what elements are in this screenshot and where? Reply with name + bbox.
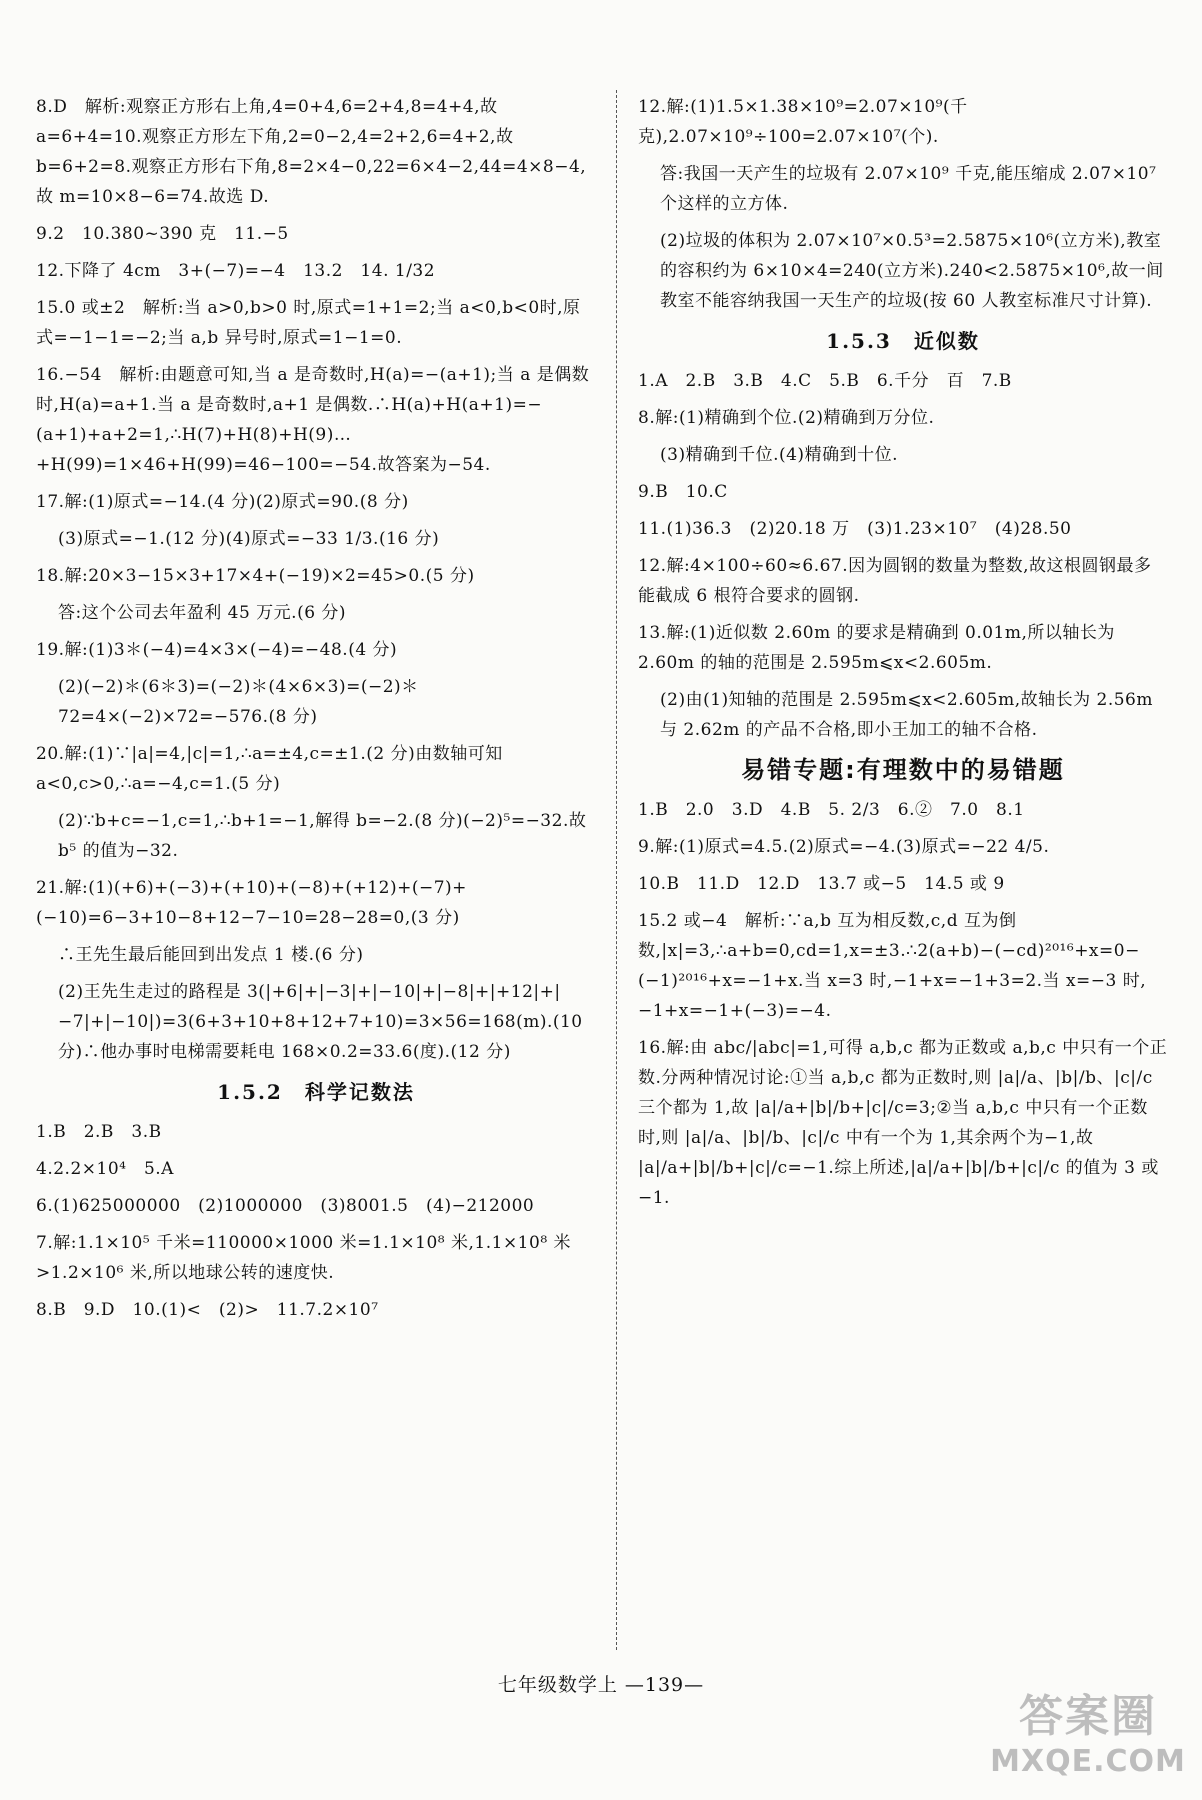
answer-21a: 21.解:(1)(+6)+(−3)+(+10)+(−8)+(+12)+(−7)+(−10)=6−3+10−8+12−7−10=28−28=0,(3 分) <box>36 878 467 928</box>
answer-err-16: 16.解:由 abc/|abc|=1,可得 a,b,c 都为正数或 a,b,c 中只有一个正数.分两种情况讨论:①当 a,b,c 都为正数时,则 |a|/a、|b|/b、|c|/c 三个都为 1,故 |a|/a+|b|/b+|c|/c=3;②当 a,b,c 中只有一个正数时,则 |a|/a、|b|/b、|c|/c 中有一个为 1,其余两个为−1,故 |a|/a+|b|/b+|c|/c=−1.综上所述,|a|/a+|b|/b+|c|/c 的值为 3 或−1. <box>638 1038 1168 1208</box>
answer-153-13a: 13.解:(1)近似数 2.60m 的要求是精确到 0.01m,所以轴长为 2.60m 的轴的范围是 2.595m⩽x<2.605m. <box>638 623 1115 673</box>
answer-err-1-8: 1.B 2.0 3.D 4.B 5. 2/3 6.② 7.0 8.1 <box>638 800 1025 820</box>
answer-17b: (3)原式=−1.(12 分)(4)原式=−33 1/3.(16 分) <box>58 529 440 549</box>
section-title-error-topic: 易错专题:有理数中的易错题 <box>741 756 1065 784</box>
answer-12-14: 12.下降了 4cm 3+(−7)=−4 13.2 14. 1/32 <box>36 261 436 281</box>
answer-153-1-7: 1.A 2.B 3.B 4.C 5.B 6.千分 百 7.B <box>638 371 1012 391</box>
answer-err-10-14: 10.B 11.D 12.D 13.7 或−5 14.5 或 9 <box>638 874 1005 894</box>
watermark-logo <box>988 1690 1188 1790</box>
answer-152-12b: (2)垃圾的体积为 2.07×10⁷×0.5³=2.5875×10⁶(立方米),教室的容积约为 6×10×4=240(立方米).240<2.5875×10⁶,故一间教室不能容纳我国一天生产的垃圾(按 60 人教室标准尺寸计算). <box>660 231 1164 311</box>
answer-17a: 17.解:(1)原式=−14.(4 分)(2)原式=90.(8 分) <box>36 492 409 512</box>
answer-19a: 19.解:(1)3＊(−4)=4×3×(−4)=−48.(4 分) <box>36 640 398 660</box>
answer-152-7: 7.解:1.1×10⁵ 千米=110000×1000 米=1.1×10⁸ 米,1.1×10⁸ 米>1.2×10⁶ 米,所以地球公转的速度快. <box>36 1233 572 1283</box>
answer-8: 8.D 解析:观察正方形右上角,4=0+4,6=2+4,8=4+4,故 a=6+4=10.观察正方形左下角,2=0−2,4=2+2,6=4+2,故 b=6+2=8.观察正方形右下角,8=2×4−0,22=6×4−2,44=4×8−4,故 m=10×8−6=74.故选 D. <box>36 97 587 207</box>
answer-152-12a: 12.解:(1)1.5×1.38×10⁹=2.07×10⁹(千克),2.07×10⁹÷100=2.07×10⁷(个). <box>638 97 968 147</box>
answer-152-6: 6.(1)625000000 (2)1000000 (3)8001.5 (4)−212000 <box>36 1196 535 1216</box>
answer-153-13b: (2)由(1)知轴的范围是 2.595m⩽x<2.605m,故轴长为 2.56m 与 2.62m 的产品不合格,即小王加工的轴不合格. <box>660 690 1153 740</box>
answer-152-1-3: 1.B 2.B 3.B <box>36 1122 162 1142</box>
answer-18-reply: 答:这个公司去年盈利 45 万元.(6 分) <box>58 603 347 623</box>
section-title-1-5-2: 1.5.2 科学记数法 <box>217 1080 415 1104</box>
answer-153-8b: (3)精确到千位.(4)精确到十位. <box>660 445 898 465</box>
answer-21c: (2)王先生走过的路程是 3(|+6|+|−3|+|−10|+|−8|+|+12|+|−7|+|−10|)=3(6+3+10+8+12+7+10)=3×56=168(m).(10 分)∴他办事时电梯需要耗电 168×0.2=33.6(度).(12 分) <box>58 982 583 1062</box>
watermark-bottom-text: MXQE.COM <box>990 1744 1186 1779</box>
column-divider <box>616 90 617 1650</box>
left-column <box>36 92 596 1332</box>
right-column <box>638 92 1168 1220</box>
section-title-1-5-3: 1.5.3 近似数 <box>826 329 980 353</box>
answer-152-12-reply: 答:我国一天产生的垃圾有 2.07×10⁹ 千克,能压缩成 2.07×10⁷ 个这样的立方体. <box>660 164 1157 214</box>
answer-20b: (2)∵b+c=−1,c=1,∴b+1=−1,解得 b=−2.(8 分)(−2)⁵=−32.故 b⁵ 的值为−32. <box>58 811 587 861</box>
answer-16: 16.−54 解析:由题意可知,当 a 是奇数时,H(a)=−(a+1);当 a 是偶数时,H(a)=a+1.当 a 是奇数时,a+1 是偶数.∴H(a)+H(a+1)=−(a+1)+a+2=1,∴H(7)+H(8)+H(9)…+H(99)=1×46+H(99)=46−100=−54.故答案为−54. <box>36 365 590 475</box>
answer-153-12: 12.解:4×100÷60≈6.67.因为圆钢的数量为整数,故这根圆钢最多能截成 6 根符合要求的圆钢. <box>638 556 1152 606</box>
answer-152-8-11: 8.B 9.D 10.(1)< (2)> 11.7.2×10⁷ <box>36 1300 379 1320</box>
answer-153-8a: 8.解:(1)精确到个位.(2)精确到万分位. <box>638 408 935 428</box>
answer-18: 18.解:20×3−15×3+17×4+(−19)×2=45>0.(5 分) <box>36 566 475 586</box>
answer-9-11: 9.2 10.380~390 克 11.−5 <box>36 224 289 244</box>
answer-20a: 20.解:(1)∵|a|=4,|c|=1,∴a=±4,c=±1.(2 分)由数轴可知 a<0,c>0,∴a=−4,c=1.(5 分) <box>36 744 503 794</box>
answer-153-11: 11.(1)36.3 (2)20.18 万 (3)1.23×10⁷ (4)28.50 <box>638 519 1072 539</box>
answer-err-15: 15.2 或−4 解析:∵a,b 互为相反数,c,d 互为倒数,|x|=3,∴a+b=0,cd=1,x=±3.∴2(a+b)−(−cd)²⁰¹⁶+x=0−(−1)²⁰¹⁶+x=−1+x.当 x=3 时,−1+x=−1+3=2.当 x=−3 时,−1+x=−1+(−3)=−4. <box>638 911 1147 1021</box>
answer-15: 15.0 或±2 解析:当 a>0,b>0 时,原式=1+1=2;当 a<0,b<0时,原式=−1−1=−2;当 a,b 异号时,原式=1−1=0. <box>36 298 581 348</box>
answer-153-9-10: 9.B 10.C <box>638 482 728 502</box>
answer-19b: (2)(−2)＊(6＊3)=(−2)＊(4×6×3)=(−2)＊72=4×(−2)×72=−576.(8 分) <box>58 677 419 727</box>
watermark-top-text: 答案圈 <box>1019 1691 1157 1742</box>
answer-err-9: 9.解:(1)原式=4.5.(2)原式=−4.(3)原式=−22 4/5. <box>638 837 1050 857</box>
answer-21b: ∴王先生最后能回到出发点 1 楼.(6 分) <box>58 945 364 965</box>
page-footer: 七年级数学上 —139— <box>497 1674 705 1696</box>
answer-152-4-5: 4.2.2×10⁴ 5.A <box>36 1159 174 1179</box>
